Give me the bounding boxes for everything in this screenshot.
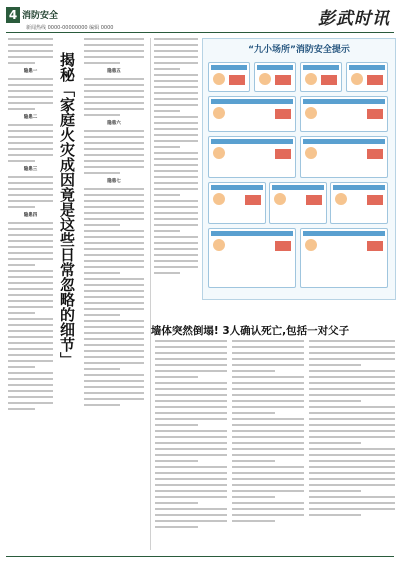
poster-card (269, 182, 327, 224)
subhead: 隐患四 (23, 213, 38, 218)
poster-title: “九小场所”消防安全提示 (248, 45, 350, 55)
page-number: 4 (6, 7, 20, 23)
column-divider (150, 38, 151, 550)
poster-card (208, 62, 250, 92)
poster-card (208, 96, 296, 132)
poster-cards (206, 62, 390, 294)
left-column-1 (8, 38, 53, 550)
poster-card (300, 228, 388, 288)
subhead: 隐患六 (107, 121, 121, 126)
poster-card (208, 136, 296, 178)
footer-rule (6, 556, 394, 557)
bottom-column-3 (309, 340, 395, 552)
left-column-2 (84, 38, 144, 550)
bottom-headline: 墙体突然倒塌! 3人确认死亡,包括一对父子 (150, 325, 350, 337)
header-meta: 新闻热线 0000-00000000 编辑 0000 (26, 25, 114, 31)
bottom-column-2 (232, 340, 304, 552)
subhead: 隐患二 (23, 115, 38, 120)
poster-card (300, 96, 388, 132)
middle-column (154, 38, 198, 318)
subhead: 隐患五 (107, 69, 121, 74)
subhead: 隐患三 (23, 167, 38, 172)
poster-card (208, 228, 296, 288)
subhead: 隐患一 (23, 69, 38, 74)
poster-card (346, 62, 388, 92)
header-rule (6, 32, 394, 33)
poster-card (300, 62, 342, 92)
poster-card (208, 182, 266, 224)
left-headline: 揭秘「家庭火灾成因竟是这些日常忽略的细节」 (58, 52, 76, 367)
bottom-column-1 (155, 340, 227, 552)
poster-card (300, 136, 388, 178)
poster-card (254, 62, 296, 92)
section-title: 消防安全 (22, 11, 59, 21)
poster-card (330, 182, 388, 224)
masthead: 彭武时讯 (318, 9, 390, 29)
subhead: 隐患七 (107, 179, 121, 184)
